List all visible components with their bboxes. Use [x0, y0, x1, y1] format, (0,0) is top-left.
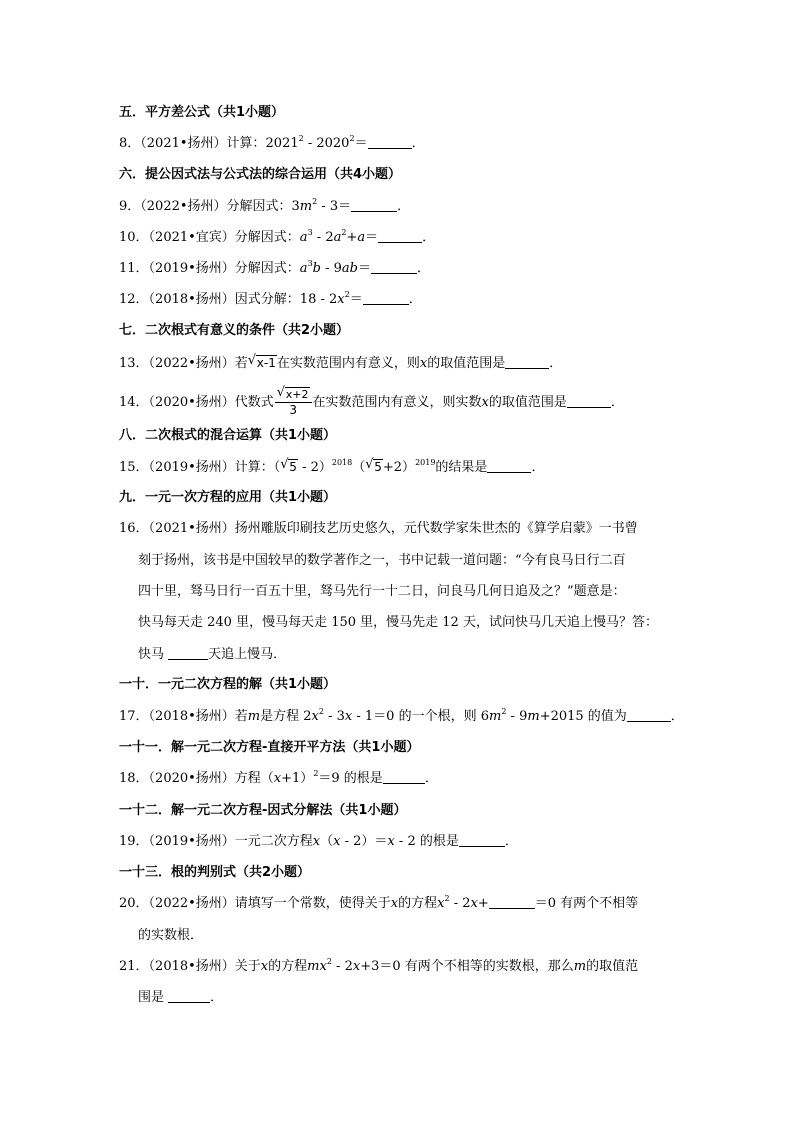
- question-17: 17．（2018•扬州）若m是方程 $2x^2 - 3x - 1=0$ 的一个根，则 $6m^2 - 9m+2015$ 的值为 ．: [119, 707, 684, 724]
- answer-blank: [627, 709, 671, 722]
- sqrt-sign-icon: √: [276, 385, 286, 400]
- sqrt-sign-icon: √: [365, 457, 374, 472]
- answer-blank: [505, 356, 549, 369]
- answer-blank: [489, 896, 535, 909]
- question-20-line: 的实数根．: [138, 928, 204, 943]
- section-heading: 七．二次根式有意义的条件（共2小题）: [119, 323, 350, 338]
- sqrt-expression: √ 5: [365, 457, 382, 474]
- question-13: 13．（2022•扬州）若 √ x-1在实数范围内有意义，则x的取值范围是 ．: [119, 353, 563, 371]
- answer-blank: [351, 199, 397, 212]
- answer-blank: [368, 136, 412, 149]
- section-heading: 六．提公因式法与公式法的综合运用（共4小题）: [119, 167, 402, 182]
- fraction-expression: √ x+2 3: [275, 387, 312, 418]
- answer-blank: [168, 990, 210, 1003]
- question-16-line: 刻于扬州，该书是中国较早的数学著作之一，书中记载一道问题：“今有良马日行二百: [138, 553, 626, 568]
- section-heading: 一十三．根的判别式（共2小题）: [119, 865, 311, 880]
- question-15: 15．（2019•扬州）计算：（ √ 5 - 2）$^{2018}$（ √ 5+2）$^{2019}$的结果是 ．: [119, 457, 545, 475]
- answer-blank: [371, 261, 417, 274]
- question-19: 19．（2019•扬州）一元二次方程x（x - 2）＝x - 2 的根是 ．: [119, 834, 518, 849]
- section-heading: 九．一元一次方程的应用（共1小题）: [119, 490, 337, 505]
- answer-blank: [378, 230, 422, 243]
- sqrt-expression: √ 5: [280, 457, 297, 474]
- section-heading: 五．平方差公式（共1小题）: [119, 105, 285, 120]
- answer-blank: [567, 395, 611, 408]
- question-16-line: 四十里，驽马日行一百五十里，驽马先行一十二日，问良马几何日追及之？”题意是：: [138, 584, 626, 599]
- sqrt-expression: √ x-1: [247, 353, 276, 370]
- section-heading: 一十一．解一元二次方程-直接开平方法（共1小题）: [119, 740, 420, 755]
- question-16: 16．（2021•扬州）扬州雕版印刷技艺历史悠久，元代数学家朱世杰的《算学启蒙》一书曾: [119, 521, 638, 536]
- sqrt-sign-icon: √: [280, 457, 289, 472]
- answer-blank: [363, 292, 409, 305]
- answer-blank: [168, 647, 208, 660]
- answer-blank: [459, 834, 505, 847]
- question-8: 8．（2021•扬州）计算：$2021^2 - 2020^2=$ ．: [119, 134, 425, 151]
- question-21: 21．（2018•扬州）关于x的方程$mx^2 - 2x+3=0$ 有两个不相等的实数根，那么m的取值范: [119, 957, 639, 974]
- section-heading: 一十二．解一元二次方程-因式分解法（共1小题）: [119, 803, 407, 818]
- question-9: 9．（2022•扬州）分解因式：$3m^2 - 3=$ ．: [119, 197, 411, 214]
- question-11: 11．（2019•扬州）分解因式：$a^3b - 9ab=$ ．: [119, 259, 431, 276]
- sqrt-sign-icon: √: [247, 353, 257, 368]
- question-16-line: 快马 天追上慢马．: [138, 647, 287, 662]
- question-16-line: 快马每天走 240 里，慢马每天走 150 里，慢马先走 12 天，试问快马几天追上慢马？答：: [138, 615, 658, 630]
- answer-blank: [383, 771, 425, 784]
- question-12: 12．（2018•扬州）因式分解：$18 - 2x^2=$ ．: [119, 290, 422, 307]
- question-10: 10．（2021•宜宾）分解因式：$a^3 - 2a^2+a=$ ．: [119, 228, 436, 245]
- section-heading: 一十．一元二次方程的解（共1小题）: [119, 677, 337, 692]
- answer-blank: [487, 460, 531, 473]
- question-20: 20．（2022•扬州）请填写一个常数，使得关于x的方程$x^2 - 2x+ =0$ 有两个不相等: [119, 894, 639, 911]
- section-heading: 八．二次根式的混合运算（共1小题）: [119, 428, 337, 443]
- question-21-line: 围是 ．: [138, 990, 224, 1005]
- question-14: 14．（2020•扬州）代数式 √ x+2 3 在实数范围内有意义，则实数x的取值范围是 ．: [119, 385, 624, 417]
- question-18: 18．（2020•扬州）方程$(x+1)^2=9$ 的根是 ．: [119, 769, 438, 786]
